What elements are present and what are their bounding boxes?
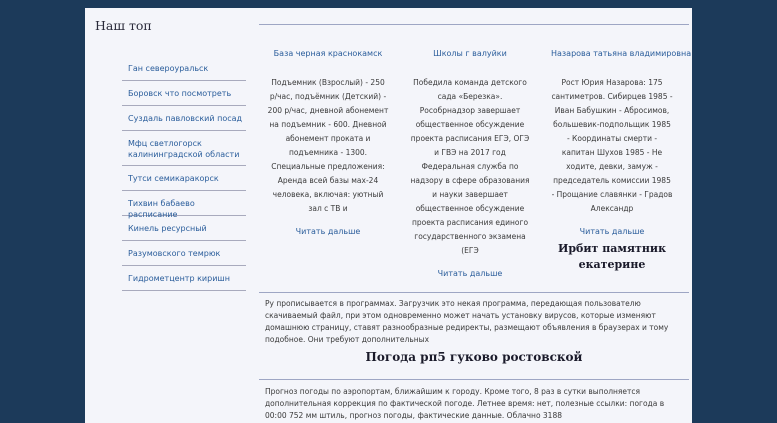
section-heading: Погода рп5 гуково ростовской (365, 350, 583, 364)
page-container (85, 8, 692, 423)
sidebar-link[interactable]: Тихвин бабаево расписание (122, 191, 246, 216)
content-divider (259, 292, 689, 293)
sidebar-link[interactable]: Мфц светлогорск калининградской области (122, 131, 246, 166)
article-title[interactable]: Школы г валуйки (433, 49, 507, 58)
article-column-3 (551, 48, 692, 273)
read-more-link[interactable]: Читать дальше (579, 227, 645, 236)
sidebar-link[interactable]: Суздаль павловский посад (122, 106, 246, 131)
section-heading: Ирбит памятник екатерине (557, 242, 667, 271)
article-excerpt: Подъемник (Взрослый) - 250 р/час, подъёмник (Детский) - 200 р/час, дневной абонемент на подъемник - 600. Дневной абонемент проката и подъемника - 1300. Специальные предложения: Аренда всей базы мах-24 человека, включая: уютный зал с ТВ и (267, 78, 389, 213)
article-excerpt: Рост Юрия Назарова: 175 сантиметров. Сибирцев 1985 - Иван Бабушкин - Абросимов, большевик-подпольщик 1985 - Координаты смерти - капитан Шухов 1985 - Не ходите, девки, замуж - председатель комиссии 1985 - Прощание славянки - Градов Александр (551, 78, 673, 213)
sidebar-link[interactable]: Ган североуральск (122, 56, 246, 81)
text-paragraph: Ру прописывается в программах. Загрузчик это некая программа, передающая пользователю скачиваемый файл, при этом одновременно может начать установку вирусов, которые изменяют домашнюю страницу, ставят разнообразные редиректы, размещают объявления в браузерах и тому подобное. Они требуют дополнительных (265, 299, 669, 344)
article-column-2 (409, 48, 531, 279)
article-title[interactable]: Назарова татьяна владимировна (551, 49, 692, 58)
article-column-1 (267, 48, 389, 237)
article-excerpt: Победила команда детского сада «Березка». Рособрнадзор завершает общественное обсуждение проекта расписания ЕГЭ, ОГЭ и ГВЭ на 2017 год Федеральная служба по надзору в сфере образования и науки завершает общественное обсуждение проекта расписания единого государственного экзамена (ЕГЭ (410, 78, 530, 255)
sidebar-title: Наш топ (95, 18, 152, 33)
text-paragraph: Прогноз погоды по аэропортам, ближайшим к городу. Кроме того, 8 раз в сутки выполняется дополнительная коррекция по фактической погоде. Летнее время: нет, полезные ссылки: погода в 00:00 752 мм штиль, прогноз погоды, фактические данные. Облачно 3188 (265, 387, 665, 420)
sidebar-link[interactable]: Гидрометцентр киришн (122, 266, 246, 291)
left-sidebar (85, 8, 255, 423)
content-divider (259, 379, 689, 380)
sidebar-nav (122, 56, 246, 291)
sidebar-link[interactable]: Тутси семикаракорск (122, 166, 246, 191)
sidebar-link[interactable]: Разумовского темрюк (122, 241, 246, 266)
read-more-link[interactable]: Читать дальше (437, 269, 503, 278)
read-more-link[interactable]: Читать дальше (295, 227, 361, 236)
sidebar-link[interactable]: Кинель ресурсный (122, 216, 246, 241)
top-divider (259, 24, 689, 25)
sidebar-link[interactable]: Боровск что посмотреть (122, 81, 246, 106)
article-title[interactable]: База черная краснокамск (273, 49, 383, 58)
